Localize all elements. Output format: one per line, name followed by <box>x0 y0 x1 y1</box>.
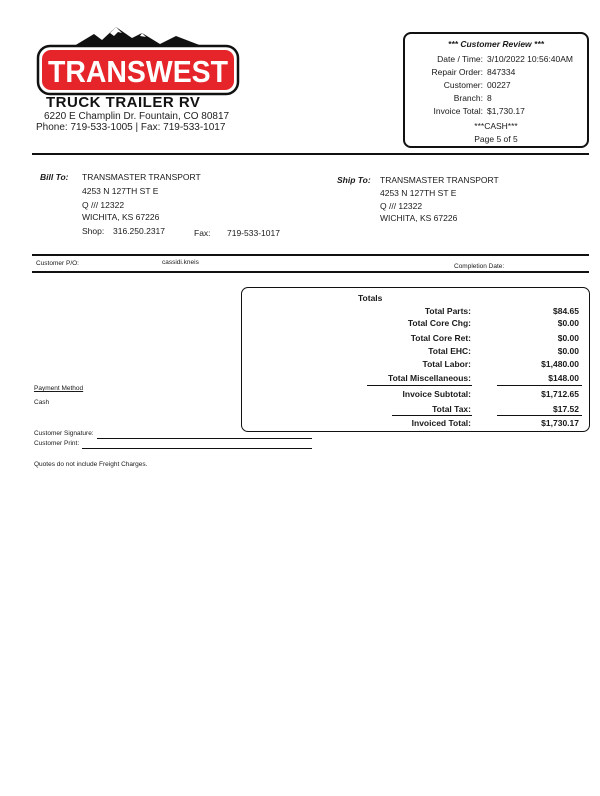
review-row-value: 00227 <box>487 80 511 90</box>
fax-label: Fax: <box>194 228 211 238</box>
company-subtitle: TRUCK TRAILER RV <box>46 94 201 111</box>
payment-flag: ***CASH*** <box>474 121 518 131</box>
totals-label: Invoiced Total: <box>411 418 471 428</box>
totals-label: Total Core Chg: <box>407 318 471 328</box>
company-logo <box>36 24 240 96</box>
customer-print-label: Customer Print: <box>34 440 80 447</box>
review-row-value: 8 <box>487 93 492 103</box>
totals-label: Invoice Subtotal: <box>402 389 471 399</box>
po-top-divider <box>32 254 589 256</box>
ship-to-label: Ship To: <box>337 175 371 185</box>
totals-label: Total EHC: <box>428 346 471 356</box>
review-row-value: $1,730.17 <box>487 106 525 116</box>
totals-value: $0.00 <box>557 333 579 343</box>
customer-po-value: cassidi.kneis <box>162 259 199 266</box>
bill-to-street: 4253 N 127TH ST E <box>82 186 159 196</box>
payment-method-value: Cash <box>34 399 50 406</box>
logo-wordmark: TRANSWEST <box>48 54 229 89</box>
subtotal-label-rule <box>367 385 472 386</box>
review-row <box>405 80 587 92</box>
customer-po-label: Customer P/O: <box>36 260 79 267</box>
totals-value: $1,712.65 <box>541 389 579 399</box>
totals-value: $1,480.00 <box>541 359 579 369</box>
bill-to-name: TRANSMASTER TRANSPORT <box>82 172 201 182</box>
customer-review-box <box>403 32 589 148</box>
fax-number: 719-533-1017 <box>227 228 280 238</box>
totals-value: $17.52 <box>553 404 579 414</box>
shop-phone: 316.250.2317 <box>113 226 165 236</box>
bill-to-label: Bill To: <box>40 172 69 182</box>
review-row-label: Repair Order: <box>431 67 483 77</box>
totals-value: $148.00 <box>548 373 579 383</box>
review-row-label: Date / Time: <box>437 54 483 64</box>
review-row-label: Branch: <box>453 93 483 103</box>
totals-box <box>241 287 590 432</box>
shop-label: Shop: <box>82 226 105 236</box>
totals-label: Total Tax: <box>432 404 471 414</box>
totals-label: Total Miscellaneous: <box>388 373 471 383</box>
print-line <box>82 448 312 449</box>
total-value-rule <box>497 415 582 416</box>
review-row-value: 847334 <box>487 67 516 77</box>
review-row <box>405 67 587 79</box>
review-row-label: Invoice Total: <box>433 106 483 116</box>
signature-line <box>97 438 312 439</box>
review-row <box>405 93 587 105</box>
ship-to-line3: Q /// 12322 <box>380 201 423 211</box>
bill-to-line3: Q /// 12322 <box>82 200 125 210</box>
subtotal-value-rule <box>497 385 582 386</box>
totals-value: $0.00 <box>557 318 579 328</box>
totals-value: $0.00 <box>557 346 579 356</box>
mountain-icon <box>74 27 202 46</box>
totals-value: $1,730.17 <box>541 418 579 428</box>
company-phone-fax: Phone: 719-533-1005 | Fax: 719-533-1017 <box>36 122 226 133</box>
freight-note: Quotes do not include Freight Charges. <box>34 461 148 468</box>
totals-label: Total Parts: <box>424 306 471 316</box>
ship-to-city: WICHITA, KS 67226 <box>380 213 458 223</box>
ship-to-street: 4253 N 127TH ST E <box>380 188 457 198</box>
review-row-label: Customer: <box>443 80 483 90</box>
page-number: Page 5 of 5 <box>474 134 518 144</box>
totals-label: Total Core Ret: <box>410 333 471 343</box>
payment-method-label: Payment Method <box>34 385 84 392</box>
completion-date-label: Completion Date: <box>454 263 505 270</box>
header-divider <box>32 153 589 155</box>
total-label-rule <box>392 415 472 416</box>
company-address: 6220 E Champlin Dr. Fountain, CO 80817 <box>44 111 230 122</box>
review-title: *** Customer Review *** <box>448 39 544 49</box>
review-row <box>405 54 587 66</box>
ship-to-name: TRANSMASTER TRANSPORT <box>380 175 499 185</box>
totals-title: Totals <box>358 293 383 303</box>
totals-label: Total Labor: <box>422 359 471 369</box>
review-row-value: 3/10/2022 10:56:40AM <box>487 54 574 64</box>
totals-value: $84.65 <box>553 306 579 316</box>
customer-signature-label: Customer Signature: <box>34 430 94 437</box>
review-row <box>405 106 587 118</box>
po-bottom-divider <box>32 271 589 273</box>
bill-to-city: WICHITA, KS 67226 <box>82 212 160 222</box>
